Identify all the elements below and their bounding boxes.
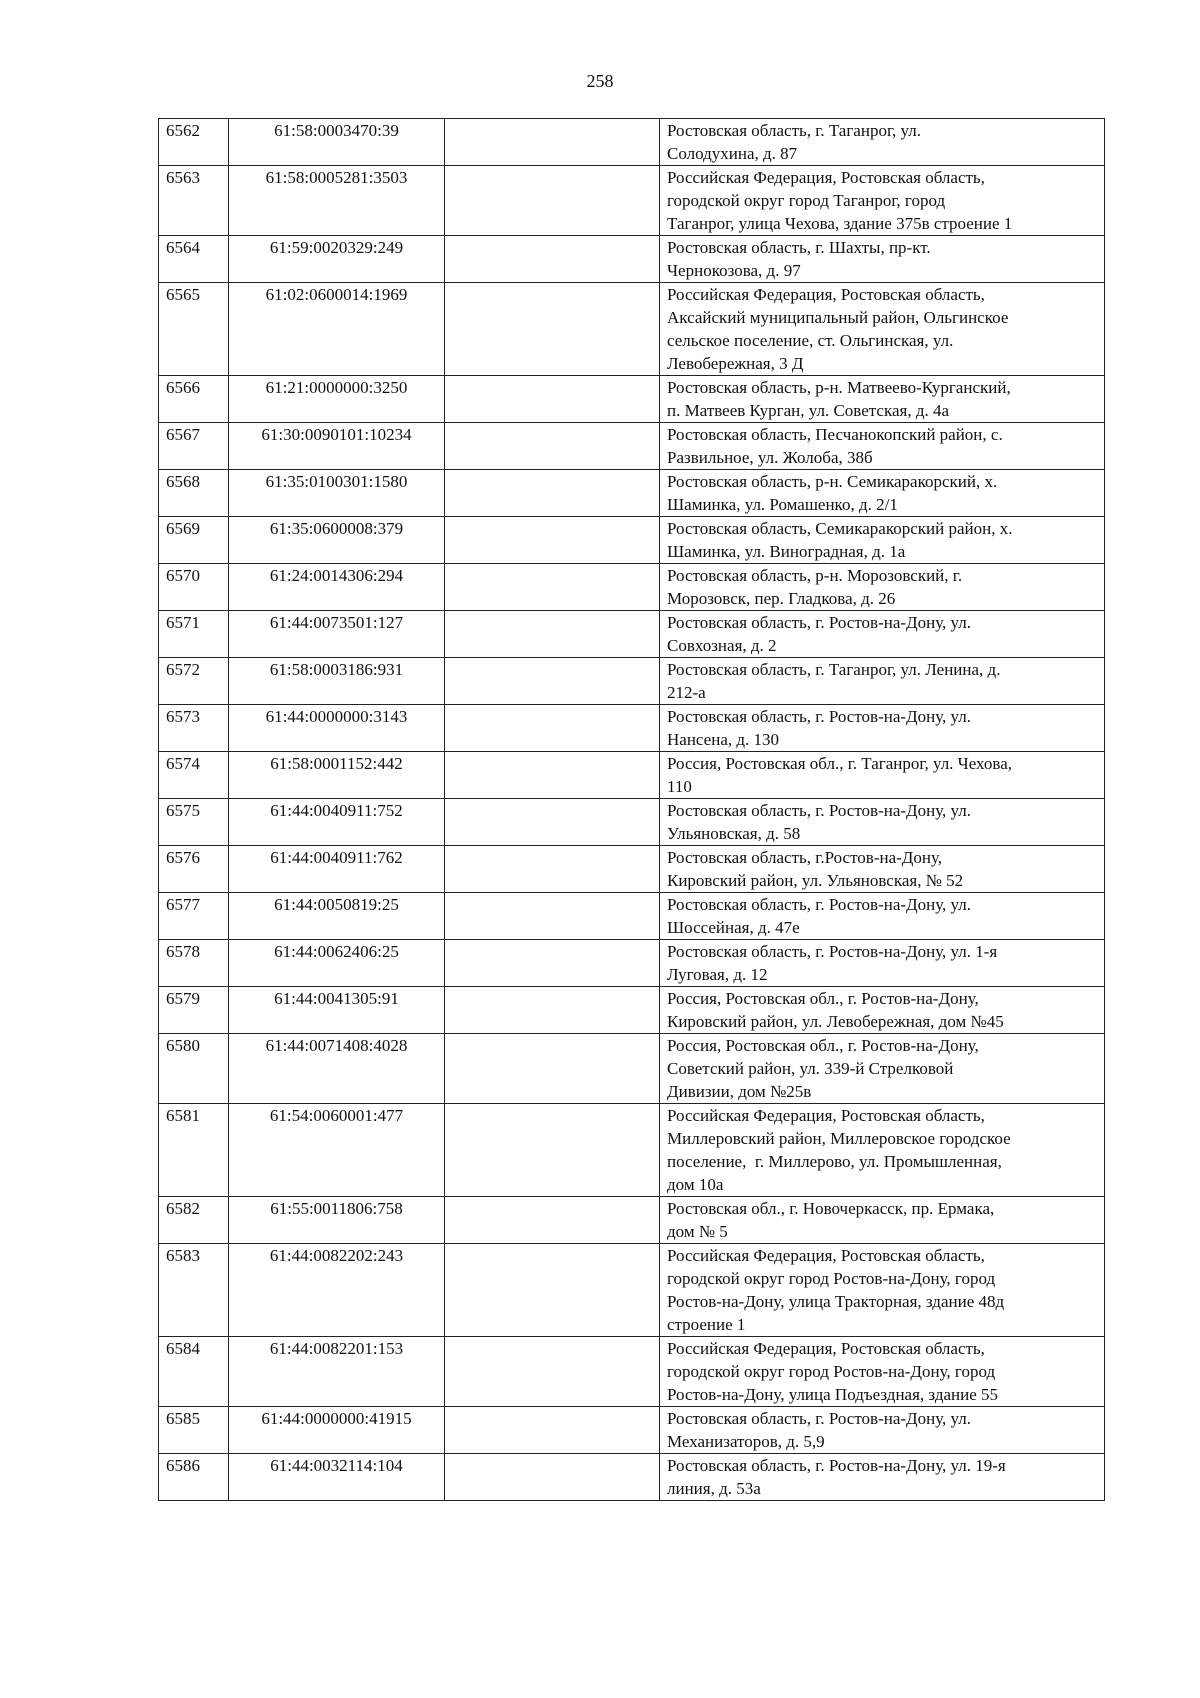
empty-cell xyxy=(445,893,660,940)
cadastral-number: 61:44:0040911:752 xyxy=(229,799,445,846)
address-line: Кировский район, ул. Левобережная, дом №45 xyxy=(667,1012,1004,1031)
address-line: сельское поселение, ст. Ольгинская, ул. xyxy=(667,331,954,350)
table-row xyxy=(159,799,1105,846)
table-row xyxy=(159,517,1105,564)
empty-cell xyxy=(445,283,660,376)
empty-cell xyxy=(445,611,660,658)
cadastral-number: 61:58:0003470:39 xyxy=(229,119,445,166)
cadastral-number: 61:44:0073501:127 xyxy=(229,611,445,658)
address-line: Ростовская область, г. Ростов-на-Дону, ул. xyxy=(667,613,972,632)
empty-cell xyxy=(445,423,660,470)
address-cell xyxy=(660,1407,1105,1454)
table-row xyxy=(159,846,1105,893)
empty-cell xyxy=(445,846,660,893)
empty-cell xyxy=(445,658,660,705)
cadastral-number: 61:58:0003186:931 xyxy=(229,658,445,705)
empty-cell xyxy=(445,376,660,423)
address-cell xyxy=(660,658,1105,705)
table-row xyxy=(159,564,1105,611)
empty-cell xyxy=(445,1034,660,1104)
table-row xyxy=(159,752,1105,799)
address-line: Солодухина, д. 87 xyxy=(667,144,798,163)
address-line: Россия, Ростовская обл., г. Ростов-на-Дону, xyxy=(667,1036,979,1055)
address-line: Шоссейная, д. 47е xyxy=(667,918,800,937)
cadastral-number: 61:02:0600014:1969 xyxy=(229,283,445,376)
address-line: Луговая, д. 12 xyxy=(667,965,768,984)
row-number: 6580 xyxy=(159,1034,229,1104)
address-cell xyxy=(660,893,1105,940)
empty-cell xyxy=(445,1407,660,1454)
cadastral-number: 61:44:0082202:243 xyxy=(229,1244,445,1337)
address-line: Механизаторов, д. 5,9 xyxy=(667,1432,825,1451)
empty-cell xyxy=(445,1337,660,1407)
page-number: 258 xyxy=(586,71,614,91)
row-number: 6569 xyxy=(159,517,229,564)
address-line: Шаминка, ул. Ромашенко, д. 2/1 xyxy=(667,495,898,514)
address-cell xyxy=(660,1337,1105,1407)
cadastral-number: 61:35:0600008:379 xyxy=(229,517,445,564)
address-line: Чернокозова, д. 97 xyxy=(667,261,801,280)
address-line: Ростовская область, г. Ростов-на-Дону, ул. 1-я xyxy=(667,942,998,961)
address-line: Ростовская область, г. Таганрог, ул. Ленина, д. xyxy=(667,660,1001,679)
address-line: Ростовская область, г. Ростов-на-Дону, ул. xyxy=(667,895,972,914)
address-cell xyxy=(660,611,1105,658)
address-line: Ростовская область, г.Ростов-на-Дону, xyxy=(667,848,943,867)
address-line: Развильное, ул. Жолоба, 38б xyxy=(667,448,873,467)
address-line: Российская Федерация, Ростовская область, xyxy=(667,1246,985,1265)
address-line: городской округ город Таганрог, город xyxy=(667,191,946,210)
address-line: Таганрог, улица Чехова, здание 375в строение 1 xyxy=(667,214,1013,233)
address-line: Ростов-на-Дону, улица Тракторная, здание 48д xyxy=(667,1292,1005,1311)
address-line: Ростовская область, р-н. Морозовский, г. xyxy=(667,566,963,585)
address-cell xyxy=(660,564,1105,611)
address-cell xyxy=(660,1104,1105,1197)
cadastral-number: 61:44:0041305:91 xyxy=(229,987,445,1034)
table-row xyxy=(159,166,1105,236)
address-line: Совхозная, д. 2 xyxy=(667,636,777,655)
address-line: Нансена, д. 130 xyxy=(667,730,780,749)
address-cell xyxy=(660,283,1105,376)
address-cell xyxy=(660,987,1105,1034)
table-row xyxy=(159,1244,1105,1337)
row-number: 6586 xyxy=(159,1454,229,1501)
cadastral-number: 61:44:0000000:3143 xyxy=(229,705,445,752)
address-line: Ростовская область, г. Шахты, пр-кт. xyxy=(667,238,931,257)
cadastral-number: 61:44:0000000:41915 xyxy=(229,1407,445,1454)
address-line: поселение, г. Миллерово, ул. Промышленная, xyxy=(667,1152,1002,1171)
table-row xyxy=(159,1197,1105,1244)
empty-cell xyxy=(445,564,660,611)
address-line: Левобережная, 3 Д xyxy=(667,354,804,373)
row-number: 6585 xyxy=(159,1407,229,1454)
cadastral-number: 61:35:0100301:1580 xyxy=(229,470,445,517)
address-line: Советский район, ул. 339-й Стрелковой xyxy=(667,1059,954,1078)
address-line: Шаминка, ул. Виноградная, д. 1а xyxy=(667,542,906,561)
address-cell xyxy=(660,940,1105,987)
row-number: 6568 xyxy=(159,470,229,517)
row-number: 6567 xyxy=(159,423,229,470)
address-cell xyxy=(660,1197,1105,1244)
address-line: линия, д. 53а xyxy=(667,1479,761,1498)
address-line: Ростовская область, г. Ростов-на-Дону, ул. xyxy=(667,801,972,820)
address-line: Ростовская область, г. Ростов-на-Дону, ул. 19-я xyxy=(667,1456,1006,1475)
address-line: городской округ город Ростов-на-Дону, город xyxy=(667,1362,996,1381)
empty-cell xyxy=(445,1197,660,1244)
table-row xyxy=(159,893,1105,940)
table-row xyxy=(159,1407,1105,1454)
address-line: строение 1 xyxy=(667,1315,746,1334)
empty-cell xyxy=(445,166,660,236)
address-line: Россия, Ростовская обл., г. Ростов-на-Дону, xyxy=(667,989,979,1008)
address-line: Российская Федерация, Ростовская область, xyxy=(667,168,985,187)
row-number: 6575 xyxy=(159,799,229,846)
address-cell xyxy=(660,1034,1105,1104)
address-line: 212-а xyxy=(667,683,706,702)
cadastral-number: 61:54:0060001:477 xyxy=(229,1104,445,1197)
table-row xyxy=(159,376,1105,423)
address-line: Ростовская область, р-н. Матвеево-Курганский, xyxy=(667,378,1011,397)
address-line: Ростовская обл., г. Новочеркасск, пр. Ермака, xyxy=(667,1199,995,1218)
address-cell xyxy=(660,1454,1105,1501)
address-line: Российская Федерация, Ростовская область, xyxy=(667,285,985,304)
address-line: городской округ город Ростов-на-Дону, город xyxy=(667,1269,996,1288)
cadastral-number: 61:59:0020329:249 xyxy=(229,236,445,283)
row-number: 6562 xyxy=(159,119,229,166)
empty-cell xyxy=(445,799,660,846)
row-number: 6566 xyxy=(159,376,229,423)
cadastral-number: 61:58:0005281:3503 xyxy=(229,166,445,236)
cadastral-number: 61:58:0001152:442 xyxy=(229,752,445,799)
address-cell xyxy=(660,517,1105,564)
cadastral-number: 61:44:0050819:25 xyxy=(229,893,445,940)
row-number: 6574 xyxy=(159,752,229,799)
empty-cell xyxy=(445,470,660,517)
cadastral-number: 61:44:0032114:104 xyxy=(229,1454,445,1501)
address-cell xyxy=(660,423,1105,470)
address-line: дом 10а xyxy=(667,1175,724,1194)
row-number: 6570 xyxy=(159,564,229,611)
row-number: 6563 xyxy=(159,166,229,236)
address-line: Ростовская область, Семикаракорский район, х. xyxy=(667,519,1013,538)
row-number: 6584 xyxy=(159,1337,229,1407)
address-cell xyxy=(660,470,1105,517)
row-number: 6576 xyxy=(159,846,229,893)
table-row xyxy=(159,470,1105,517)
address-cell xyxy=(660,166,1105,236)
address-cell xyxy=(660,705,1105,752)
address-line: Морозовск, пер. Гладкова, д. 26 xyxy=(667,589,896,608)
address-line: Российская Федерация, Ростовская область, xyxy=(667,1106,985,1125)
table-row xyxy=(159,658,1105,705)
empty-cell xyxy=(445,987,660,1034)
address-line: 110 xyxy=(667,777,692,796)
table-row xyxy=(159,987,1105,1034)
table-row xyxy=(159,705,1105,752)
empty-cell xyxy=(445,752,660,799)
row-number: 6571 xyxy=(159,611,229,658)
address-line: Ростовская область, Песчанокопский район, с. xyxy=(667,425,1003,444)
row-number: 6572 xyxy=(159,658,229,705)
address-line: Миллеровский район, Миллеровское городское xyxy=(667,1129,1011,1148)
address-line: Ростовская область, г. Таганрог, ул. xyxy=(667,121,921,140)
table-row xyxy=(159,1104,1105,1197)
address-cell xyxy=(660,752,1105,799)
row-number: 6565 xyxy=(159,283,229,376)
registry-table xyxy=(158,118,1105,1501)
address-line: п. Матвеев Курган, ул. Советская, д. 4а xyxy=(667,401,950,420)
row-number: 6564 xyxy=(159,236,229,283)
address-line: Аксайский муниципальный район, Ольгинское xyxy=(667,308,1009,327)
row-number: 6579 xyxy=(159,987,229,1034)
address-cell xyxy=(660,236,1105,283)
table-row xyxy=(159,1337,1105,1407)
address-line: Дивизии, дом №25в xyxy=(667,1082,812,1101)
address-line: Кировский район, ул. Ульяновская, № 52 xyxy=(667,871,964,890)
table-row xyxy=(159,283,1105,376)
table-row xyxy=(159,1454,1105,1501)
cadastral-number: 61:21:0000000:3250 xyxy=(229,376,445,423)
address-line: Ростовская область, г. Ростов-на-Дону, ул. xyxy=(667,1409,972,1428)
cadastral-number: 61:44:0071408:4028 xyxy=(229,1034,445,1104)
cadastral-number: 61:55:0011806:758 xyxy=(229,1197,445,1244)
cadastral-number: 61:30:0090101:10234 xyxy=(229,423,445,470)
address-cell xyxy=(660,376,1105,423)
empty-cell xyxy=(445,705,660,752)
cadastral-number: 61:24:0014306:294 xyxy=(229,564,445,611)
empty-cell xyxy=(445,1454,660,1501)
address-line: дом № 5 xyxy=(667,1222,728,1241)
empty-cell xyxy=(445,940,660,987)
address-cell xyxy=(660,799,1105,846)
address-cell xyxy=(660,119,1105,166)
table-row xyxy=(159,423,1105,470)
registry-table-body xyxy=(159,119,1105,1501)
row-number: 6581 xyxy=(159,1104,229,1197)
empty-cell xyxy=(445,1104,660,1197)
address-line: Российская Федерация, Ростовская область, xyxy=(667,1339,985,1358)
table-row xyxy=(159,119,1105,166)
empty-cell xyxy=(445,236,660,283)
empty-cell xyxy=(445,119,660,166)
address-line: Ростовская область, р-н. Семикаракорский, х. xyxy=(667,472,998,491)
cadastral-number: 61:44:0062406:25 xyxy=(229,940,445,987)
address-line: Россия, Ростовская обл., г. Таганрог, ул. Чехова, xyxy=(667,754,1013,773)
empty-cell xyxy=(445,517,660,564)
cadastral-number: 61:44:0040911:762 xyxy=(229,846,445,893)
cadastral-number: 61:44:0082201:153 xyxy=(229,1337,445,1407)
empty-cell xyxy=(445,1244,660,1337)
address-line: Ульяновская, д. 58 xyxy=(667,824,801,843)
address-line: Ростов-на-Дону, улица Подъездная, здание 55 xyxy=(667,1385,999,1404)
row-number: 6578 xyxy=(159,940,229,987)
address-line: Ростовская область, г. Ростов-на-Дону, ул. xyxy=(667,707,972,726)
table-row xyxy=(159,236,1105,283)
row-number: 6573 xyxy=(159,705,229,752)
row-number: 6582 xyxy=(159,1197,229,1244)
table-row xyxy=(159,940,1105,987)
address-cell xyxy=(660,846,1105,893)
table-row xyxy=(159,611,1105,658)
row-number: 6583 xyxy=(159,1244,229,1337)
address-cell xyxy=(660,1244,1105,1337)
row-number: 6577 xyxy=(159,893,229,940)
table-row xyxy=(159,1034,1105,1104)
